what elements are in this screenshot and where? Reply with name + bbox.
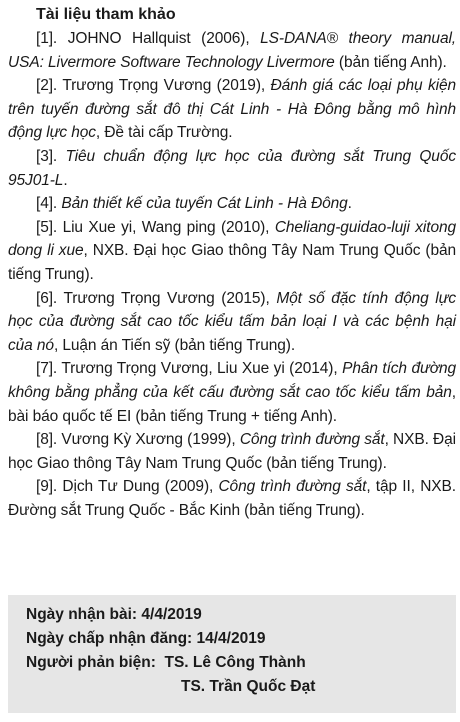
submission-info-box: [8, 595, 456, 713]
reference-item-8: [8]. Vương Kỳ Xương (1999), Công trình đường sắt, NXB. Đại học Giao thông Tây Nam Trung Quốc (bản tiếng Trung).: [8, 431, 456, 472]
reviewer-1: TS. Lê Công Thành: [164, 654, 306, 671]
reference-item-4: [4]. Bản thiết kế của tuyến Cát Linh - Hà Đông.: [36, 195, 352, 213]
reviewer-2: TS. Trần Quốc Đạt: [181, 678, 316, 695]
reference-item-5: [5]. Liu Xue yi, Wang ping (2010), Cheliang-guidao-luji xitong dong li xue, NXB. Đại học Giao thông Tây Nam Trung Quốc (bản tiếng Trung).: [8, 218, 456, 283]
accepted-date: Ngày chấp nhận đăng: 14/4/2019: [26, 630, 266, 647]
reference-item-3: [3]. Tiêu chuẩn động lực học của đường sắt Trung Quốc 95J01-L.: [8, 147, 456, 189]
reference-item-9: [9]. Dịch Tư Dung (2009), Công trình đường sắt, tập II, NXB. Đường sắt Trung Quốc - Bắc Kinh (bản tiếng Trung).: [8, 478, 456, 519]
reviewers-line: [26, 651, 456, 675]
reference-item-7: [7]. Trương Trọng Vương, Liu Xue yi (2014), Phân tích đường không bằng phẳng của kết cấu đường sắt cao tốc kiểu tấm bản, bài báo quốc tế EI (bản tiếng Trung + tiếng Anh).: [8, 360, 457, 425]
reference-item-6: [6]. Trương Trọng Vương (2015), Một số đặc tính động lực học của đường sắt cao tốc kiểu tấm bản loại I và các bệnh hại của nó, Luận án Tiến sỹ (bản tiếng Trung).: [8, 289, 457, 354]
reference-item-1: [1]. JOHNO Hallquist (2006), LS-DANA® theory manual, USA: Livermore Software Technology Livermore (bản tiếng Anh).: [8, 30, 457, 71]
references-title: Tài liệu tham khảo: [36, 6, 176, 23]
received-date: Ngày nhận bài: 4/4/2019: [26, 606, 202, 623]
reference-item-2: [2]. Trương Trọng Vương (2019), Đánh giá các loại phụ kiện trên tuyến đường sắt đô thị Cát Linh - Hà Đông bằng mô hình động lực học, Đề tài cấp Trường.: [8, 77, 457, 142]
references-section: [8, 0, 456, 522]
reviewer-label: Người phản biện:: [26, 654, 156, 671]
